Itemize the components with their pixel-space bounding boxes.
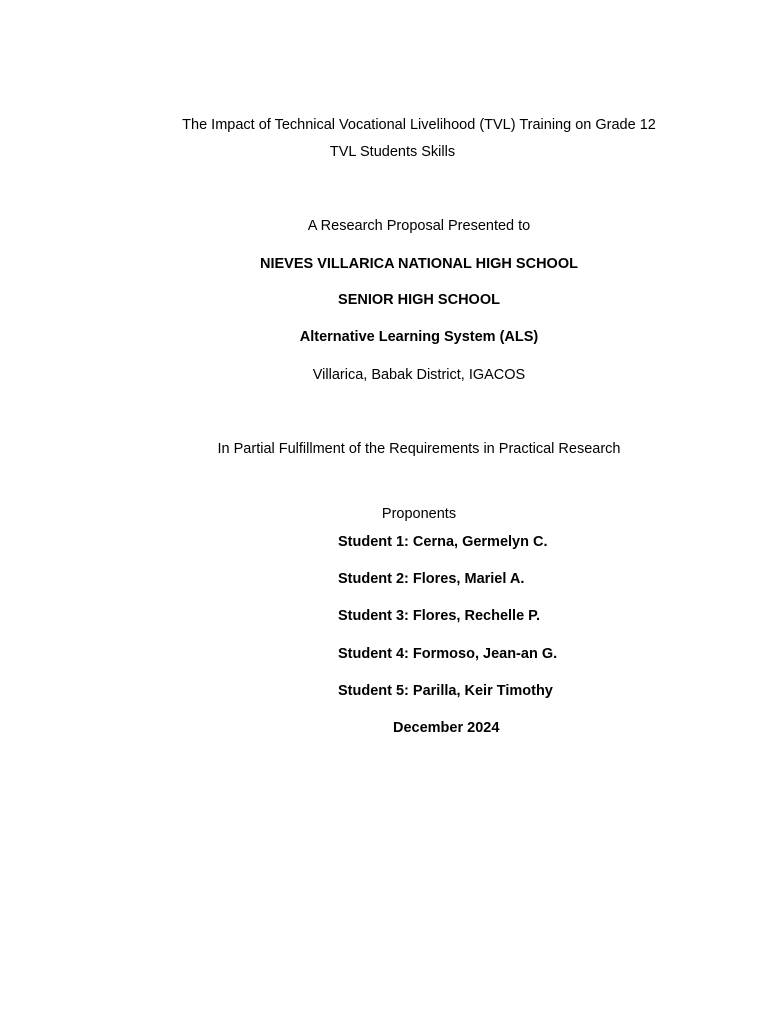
student-3: Student 3: Flores, Rechelle P. [338,608,540,624]
fulfillment-statement: In Partial Fulfillment of the Requirements in Practical Research [217,441,621,457]
submission-date: December 2024 [393,720,500,736]
school-name: NIEVES VILLARICA NATIONAL HIGH SCHOOL [260,256,578,272]
student-4: Student 4: Formoso, Jean-an G. [338,646,558,662]
student-5: Student 5: Parilla, Keir Timothy [338,683,553,699]
school-address: Villarica, Babak District, IGACOS [312,367,526,383]
student-1: Student 1: Cerna, Germelyn C. [338,534,548,550]
proponents-label: Proponents [381,506,457,522]
title-line-1: The Impact of Technical Vocational Livelihood (TVL) Training on Grade 12 [182,117,656,133]
student-2: Student 2: Flores, Mariel A. [338,571,525,587]
school-level: SENIOR HIGH SCHOOL [338,292,500,308]
presented-to: A Research Proposal Presented to [307,218,531,234]
title-line-2: TVL Students Skills [329,144,456,160]
program-name: Alternative Learning System (ALS) [299,329,539,345]
